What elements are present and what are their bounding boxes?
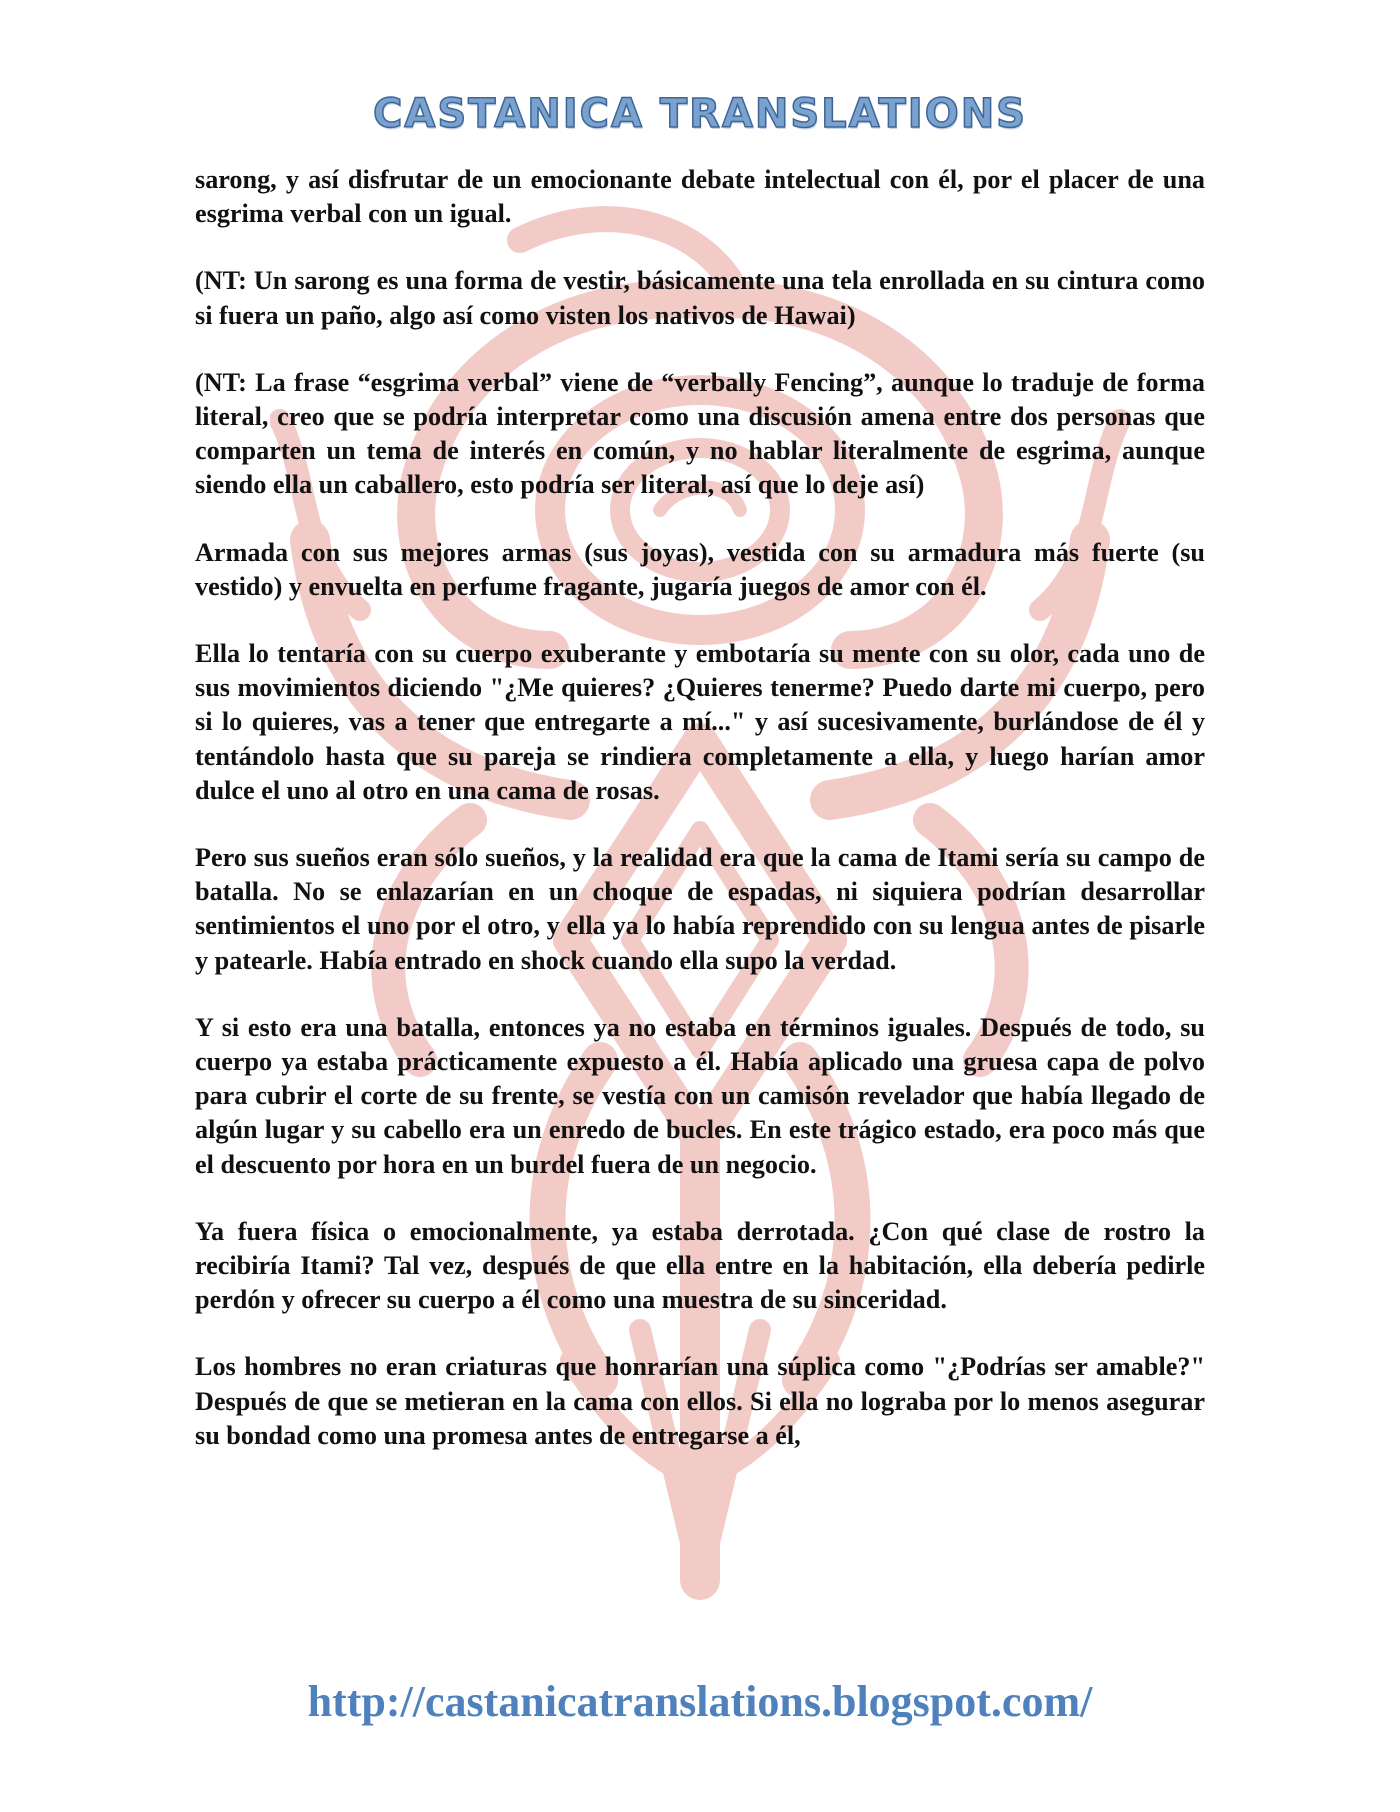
translator-note-paragraph: (NT: Un sarong es una forma de vestir, básicamente una tela enrollada en su cintura como si fuera un paño, algo así como visten los nativos de Hawai) — [195, 266, 1205, 330]
paragraph: sarong, y así disfrutar de un emocionante debate intelectual con él, por el placer de una esgrima verbal con un igual. — [195, 165, 1205, 229]
paragraph: Ella lo tentaría con su cuerpo exuberante y embotaría su mente con su olor, cada uno de sus movimientos diciendo "¿Me quieres? ¿Quieres tenerme? Puedo darte mi cuerpo, pero si lo quieres, vas a tener que entregarte a mí..." y así sucesivamente, burlándose de él y tentándolo hasta que su pareja se rindiera completamente a ella, y luego harían amor dulce el uno al otro en una cama de rosas. — [195, 639, 1205, 805]
header-title: CASTANICA TRANSLATIONS — [373, 91, 1027, 137]
paragraph: Y si esto era una batalla, entonces ya no estaba en términos iguales. Después de todo, su cuerpo ya estaba prácticamente expuesto a él. Había aplicado una gruesa capa de polvo para cubrir el corte de su frente, se vestía con un camisón revelador que había llegado de algún lugar y su cabello era un enredo de bucles. En este trágico estado, era poco más que el descuento por hora en un burdel fuera de un negocio. — [195, 1012, 1205, 1179]
paragraph: Ya fuera física o emocionalmente, ya estaba derrotada. ¿Con qué clase de rostro la recibiría Itami? Tal vez, después de que ella entre en la habitación, ella debería pedirle perdón y ofrecer su cuerpo a él como una muestra de su sinceridad. — [195, 1216, 1205, 1315]
paragraph: Armada con sus mejores armas (sus joyas), vestida con su armadura más fuerte (su vestido) y envuelta en perfume fragante, jugaría juegos de amor con él. — [195, 537, 1205, 601]
translator-note-paragraph: (NT: La frase “esgrima verbal” viene de “verbally Fencing”, aunque lo traduje de forma literal, creo que se podría interpretar como una discusión amena entre dos personas que comparten un tema de interés en común, y no hablar literalmente de esgrima, aunque siendo ella un caballero, esto podría ser literal, así que lo deje así) — [195, 367, 1205, 500]
paragraph: Pero sus sueños eran sólo sueños, y la realidad era que la cama de Itami sería su campo de batalla. No se enlazarían en un choque de espadas, ni siquiera podrían desarrollar sentimientos el uno por el otro, y ella ya lo había reprendido con su lengua antes de pisarle y patearle. Había entrado en shock cuando ella supo la verdad. — [195, 843, 1205, 975]
paragraph: Los hombres no eran criaturas que honrarían una súplica como "¿Podrías ser amable?" Después de que se metieran en la cama con ellos. Si ella no lograba por lo menos asegurar su bondad como una promesa antes de entregarse a él, — [195, 1352, 1205, 1450]
footer-url-link[interactable]: http://castanicatranslations.blogspot.com/ — [307, 1677, 1093, 1726]
document-body — [195, 163, 1205, 1486]
